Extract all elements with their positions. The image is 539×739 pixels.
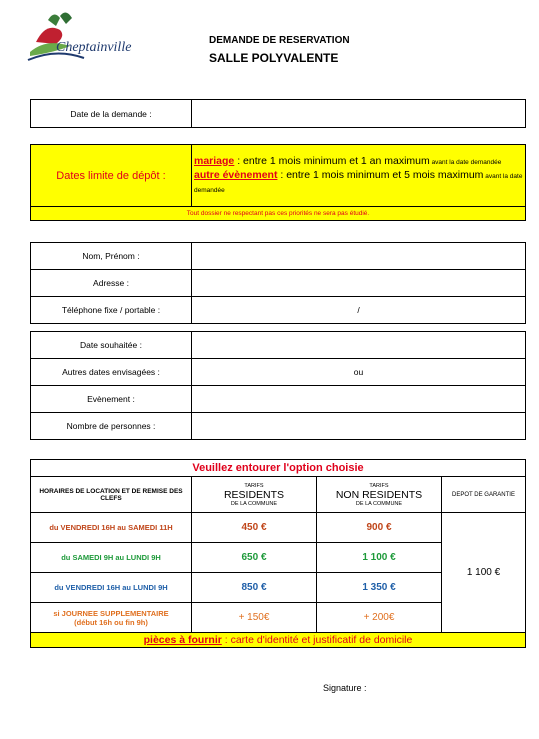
row-label[interactable]: du SAMEDI 9H au LUNDI 9H xyxy=(31,543,192,573)
logo-text: Cheptainville xyxy=(56,40,132,55)
row-residents-price[interactable]: 850 € xyxy=(192,573,317,603)
row-label-line2: (début 16h ou fin 9h) xyxy=(74,617,148,627)
row-residents-price[interactable]: 650 € xyxy=(192,543,317,573)
col-residents-title: RESIDENTS xyxy=(223,488,285,501)
date-demande-label: Date de la demande : xyxy=(31,100,192,128)
autres-dates-field[interactable] xyxy=(192,359,526,386)
row-non-residents-price[interactable]: 1 350 € xyxy=(317,573,442,603)
row-non-residents-price[interactable]: 900 € xyxy=(317,513,442,543)
autres-dates-separator: ou xyxy=(353,367,364,377)
depot-garantie-value: 1 100 € xyxy=(442,513,526,633)
nb-personnes-label: Nombre de personnes : xyxy=(31,413,192,440)
depot-note: Tout dossier ne respectant pas ces priorités ne sera pas étudié. xyxy=(31,207,526,221)
date-souhaitee-label: Date souhaitée : xyxy=(31,332,192,359)
logo xyxy=(26,8,136,68)
col-non-residents-tarifs: TARIFS xyxy=(369,482,389,489)
pieces-title: pièces à fournir xyxy=(143,634,222,646)
pieces-text: : carte d'identité et justificatif de domicile xyxy=(221,634,413,646)
adresse-field[interactable] xyxy=(192,270,526,297)
autres-dates-label: Autres dates envisagées : xyxy=(31,359,192,386)
autre-title: autre évènement xyxy=(194,168,278,181)
evenement-field[interactable] xyxy=(192,386,526,413)
autre-small: avant la date demandée xyxy=(194,172,523,194)
depot-table xyxy=(30,144,526,221)
autre-text: : entre 1 mois minimum et 5 mois maximum xyxy=(277,168,484,181)
page-title-line1: DEMANDE DE RESERVATION xyxy=(209,35,350,46)
row-residents-price[interactable]: + 150€ xyxy=(192,603,317,633)
pieces-a-fournir xyxy=(31,633,526,648)
row-residents-price[interactable]: 450 € xyxy=(192,513,317,543)
col-residents-sub: DE LA COMMUNE xyxy=(230,500,278,507)
row-label[interactable]: du VENDREDI 16H au SAMEDI 11H xyxy=(31,513,192,543)
evenement-label: Evènement : xyxy=(31,386,192,413)
date-souhaitee-field[interactable] xyxy=(192,332,526,359)
page-title-line2: SALLE POLYVALENTE xyxy=(209,51,339,65)
telephone-field[interactable] xyxy=(192,297,526,324)
col-non-residents-sub: DE LA COMMUNE xyxy=(355,500,403,507)
nom-label: Nom, Prénom : xyxy=(31,243,192,270)
tarifs-table xyxy=(30,459,526,648)
event-table xyxy=(30,331,526,440)
col-non-residents-title: NON RESIDENTS xyxy=(335,488,423,501)
nom-field[interactable] xyxy=(192,243,526,270)
telephone-separator: / xyxy=(357,305,360,315)
date-demande-field[interactable] xyxy=(192,100,526,128)
depot-rules xyxy=(192,145,526,207)
depot-label: Dates limite de dépôt : xyxy=(31,145,192,207)
col-non-residents xyxy=(317,477,442,513)
col-residents xyxy=(192,477,317,513)
mariage-small: avant la date demandée xyxy=(429,158,502,166)
row-non-residents-price[interactable]: + 200€ xyxy=(317,603,442,633)
row-non-residents-price[interactable]: 1 100 € xyxy=(317,543,442,573)
row-label-line1: si JOURNEE SUPPLEMENTAIRE xyxy=(53,608,169,618)
col-residents-tarifs: TARIFS xyxy=(244,482,264,489)
mariage-text: : entre 1 mois minimum et 1 an maximum xyxy=(234,154,430,167)
row-label[interactable] xyxy=(31,603,192,633)
tarifs-banner: Veuillez entourer l'option choisie xyxy=(31,460,526,477)
date-demande-table xyxy=(30,99,526,128)
contact-table xyxy=(30,242,526,324)
mariage-title: mariage xyxy=(194,154,235,167)
adresse-label: Adresse : xyxy=(31,270,192,297)
nb-personnes-field[interactable] xyxy=(192,413,526,440)
telephone-label: Téléphone fixe / portable : xyxy=(31,297,192,324)
col-depot: DEPOT DE GARANTIE xyxy=(442,477,526,513)
signature-label: Signature : xyxy=(323,683,367,693)
col-horaires: HORAIRES DE LOCATION ET DE REMISE DES CLEFS xyxy=(31,477,192,513)
row-label[interactable]: du VENDREDI 16H au LUNDI 9H xyxy=(31,573,192,603)
